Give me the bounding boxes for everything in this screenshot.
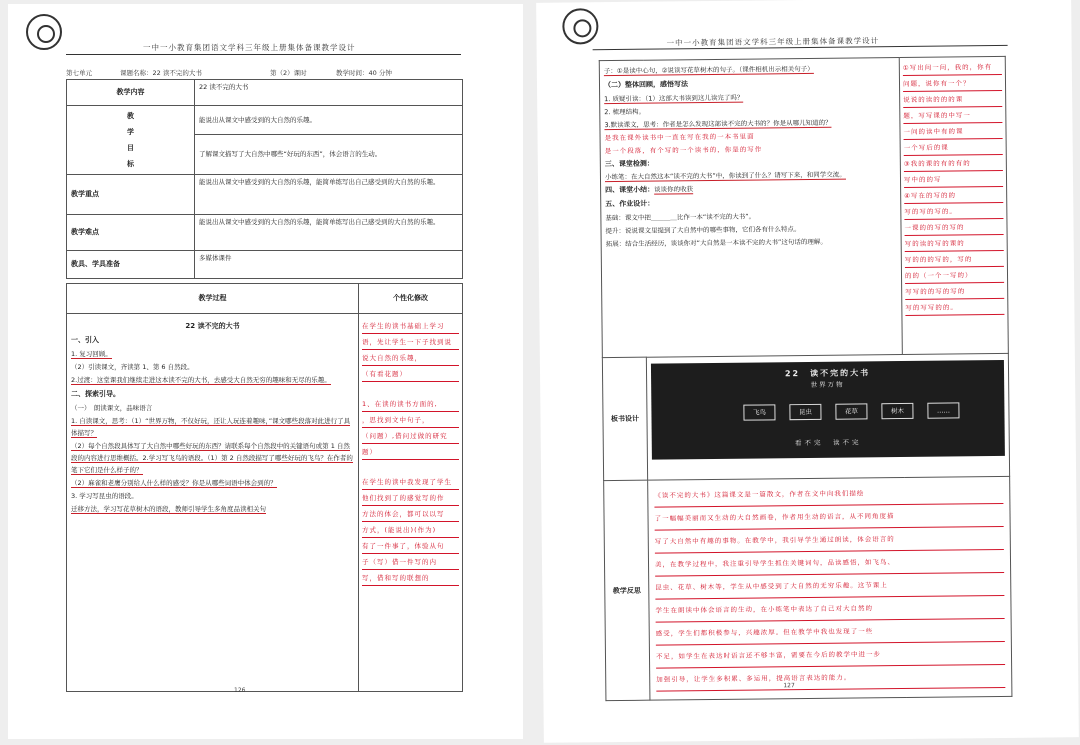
test-label: 三、课堂检测： bbox=[604, 159, 654, 169]
hand-note: 的的（一个一写的） bbox=[905, 269, 1004, 284]
goal-2: 了解课文描写了大自然中哪些“好玩的东西”，体会语言的生动。 bbox=[195, 135, 463, 175]
reflection-line: 了一幅幅美丽而又生动的大自然画卷，作者用生动的语言，从不同角度描 bbox=[654, 506, 1003, 531]
hand-note: 写的读的写的课的 bbox=[905, 237, 1004, 252]
hand-note: 写的写写的的。 bbox=[905, 301, 1004, 316]
hand-note: ，思找到文中句子， bbox=[362, 414, 459, 428]
process-title: 22 读不完的大书 bbox=[185, 322, 240, 330]
step-review: 1. 复习回顾。 bbox=[71, 350, 112, 358]
step-paragraphs: （2）每个自然段具体写了大自然中哪些好玩的东西？请联系每个自然段中的关键语句或第 1 自然段的内容进行思维概括。2.学习写飞鸟的语段。（1）第 2 自然段描写了哪些好玩的飞鸟？在作者的笔下它们是什么样子的？ bbox=[71, 442, 353, 474]
reflection-line: 昆虫、花草、树木等，学生从中感受到了大自然的无穷乐趣。这节课上 bbox=[655, 575, 1004, 600]
hand-note: 写中的的写 bbox=[904, 173, 1003, 188]
blackboard-subtitle: 世界万物 bbox=[810, 380, 845, 389]
blackboard-box: …… bbox=[927, 402, 959, 418]
reflection-line: 不足，如学生在表达时语言还不够丰富，需要在今后的教学中进一步 bbox=[656, 644, 1005, 669]
header-title: 一中一小教育集团语文学科三年级上册集体备课教学设计 bbox=[666, 36, 880, 48]
reflection-line: 感受，学生们都积极参与，兴趣浓厚。但在教学中我也发现了一些 bbox=[656, 621, 1005, 646]
hand-note: 说大自然的乐趣， bbox=[362, 352, 459, 366]
summary-value: 谈谈你的收获 bbox=[654, 185, 694, 194]
hand-note: 1、在读的读书方面的, bbox=[362, 398, 459, 412]
reflection-notes bbox=[648, 476, 1012, 700]
hand-note: （问题）,借问过做的研究 bbox=[362, 430, 459, 444]
meta-lesson-name: 课题名称：22 读不完的大书 bbox=[120, 69, 202, 77]
hand-note: 写，借和写的联想的 bbox=[362, 572, 459, 586]
hand-note: （有看花题） bbox=[362, 368, 459, 382]
blackboard-footer: 看不完 读不完 bbox=[794, 438, 862, 448]
step-intro: 一、引入 bbox=[71, 336, 99, 344]
difficult-label: 教学难点 bbox=[67, 215, 195, 251]
hand-note: 语，先让学生一下子找到说 bbox=[362, 336, 459, 350]
right-line-2: （二）整体回顾，感悟写法 bbox=[603, 80, 689, 90]
hand-note: 方法的体会，都可以以写 bbox=[362, 508, 459, 522]
school-logo-icon bbox=[26, 14, 62, 50]
inline-hand-note: 是一个段落，有个写的一个读书的，你是的写作 bbox=[604, 145, 763, 156]
blackboard-box: 昆虫 bbox=[789, 404, 821, 420]
right-line-4: 2. 梳理结构。 bbox=[604, 107, 646, 117]
key-label: 教学重点 bbox=[67, 175, 195, 215]
hand-note: 写的写的写的。 bbox=[904, 205, 1003, 220]
modify-notes bbox=[359, 314, 463, 692]
hand-note: ③我的课的有的有的 bbox=[904, 157, 1003, 172]
blackboard-label: 板书设计 bbox=[602, 357, 647, 480]
hand-note: 题） bbox=[362, 446, 459, 460]
meta-time: 教学时间：40 分钟 bbox=[336, 69, 392, 77]
process-header: 教学过程 bbox=[67, 284, 359, 314]
hand-note: 问题，说你有一个？ bbox=[903, 77, 1002, 92]
school-logo-icon bbox=[562, 8, 598, 44]
tools-label: 教具、学具准备 bbox=[67, 251, 195, 279]
meta-unit: 第七单元 bbox=[66, 69, 92, 77]
hand-note: 有了一件事了，体验从句 bbox=[362, 540, 459, 554]
right-line-5: 3.默读课文，思考：作者是怎么发现这部读不完的大书的？你是从哪儿知道的？ bbox=[604, 118, 832, 130]
meta-period: 第（2）课时 bbox=[270, 69, 307, 77]
step-feelings: （2）麻雀和老鹰分别给人什么样的感受？你是从哪些词语中体会到的？ bbox=[71, 479, 277, 487]
step-insects: 3. 学习写昆虫的语段。 bbox=[71, 492, 138, 500]
goals-label: 教 学 目 标 bbox=[67, 106, 195, 175]
key-value: 能说出从课文中感受到的大自然的乐趣，能简单练写出自己感受到的大自然的乐趣。 bbox=[195, 175, 463, 215]
hand-note: 写的的的写的，写的 bbox=[905, 253, 1004, 268]
homework-improve: 提升：说说课文里提到了大自然中的哪些事物，它们各有什么特点。 bbox=[605, 225, 801, 236]
blackboard-cell bbox=[646, 353, 1009, 480]
reflection-line: 美，在教学过程中，我注重引导学生抓住关键词句，品读感悟，如飞鸟、 bbox=[655, 552, 1004, 577]
summary-label: 四、课堂小结： bbox=[605, 185, 655, 195]
hand-note: 说说的读的的的课 bbox=[903, 93, 1002, 108]
hand-note: 他们找到了的感觉写的作 bbox=[362, 492, 459, 506]
hand-note: 子（写）借一件写的内 bbox=[362, 556, 459, 570]
header-rule bbox=[66, 54, 461, 55]
hand-note: 题，写写课的中写一 bbox=[903, 109, 1002, 124]
hand-note: 在学生的读书基础上学习 bbox=[362, 320, 459, 334]
step-transfer: 迁移方法，学习写花草树木的语段，教师引导学生多角度品读相关句 bbox=[71, 505, 266, 513]
difficult-value: 能说出从课文中感受到的大自然的乐趣，能简单练写出自己感受到的大自然的乐趣。 bbox=[195, 215, 463, 251]
lesson-info-table bbox=[66, 79, 463, 279]
goal-1: 能说出从课文中感受到的大自然的乐趣。 bbox=[195, 106, 463, 135]
right-table bbox=[599, 56, 1013, 701]
reflection-line: 写了大自然中有趣的事物。在教学中，我引导学生通过朗读，体会语言的 bbox=[655, 529, 1004, 554]
step-explore: 二、探索引导。 bbox=[71, 390, 120, 398]
tools-value: 多媒体课件 bbox=[195, 251, 463, 279]
reflection-label: 教学反思 bbox=[604, 480, 650, 700]
hand-note: 写写的的写的写的 bbox=[905, 285, 1004, 300]
hand-note: 一问的读中有的课 bbox=[903, 125, 1002, 140]
blackboard-box: 树木 bbox=[881, 403, 913, 419]
blackboard-box: 花草 bbox=[835, 403, 867, 419]
inline-hand-note: 是我在课外读书中一直在写在我的一本书里面 bbox=[604, 132, 755, 143]
left-page bbox=[8, 4, 523, 739]
hand-note: ④写在的写的的 bbox=[904, 189, 1003, 204]
process-content bbox=[67, 314, 359, 692]
hand-note: 一个写后的课 bbox=[904, 141, 1003, 156]
right-line-1: 子：①是读中心句，②说读写花草树木的句子。（课件相机出示相关句子） bbox=[603, 64, 814, 76]
header-title: 一中一小教育集团语文学科三年级上册集体备课教学设计 bbox=[143, 43, 356, 52]
hand-note: ①写出问一问，我的，你有 bbox=[903, 61, 1002, 76]
reflection-line: 加强引导，让学生多积累、多运用，提高语言表达的能力。 bbox=[656, 667, 1005, 692]
page-number: 127 bbox=[783, 682, 795, 690]
hand-note: 方式，(能说出)(作为) bbox=[362, 524, 459, 538]
right-modify-notes bbox=[899, 56, 1008, 354]
homework-label: 五、作业设计： bbox=[605, 199, 655, 209]
content-value: 22 读不完的大书 bbox=[195, 80, 463, 106]
step-read: （2）引读课文，齐读第 1、第 6 自然段。 bbox=[71, 363, 194, 371]
blackboard-image bbox=[651, 360, 1005, 460]
step-self-read: 1. 自读课文，思考：（1）“世界万物，不仅好玩，还让人玩连着趣味，”课文哪些段落对此进行了具体描写？ bbox=[71, 417, 351, 437]
right-page bbox=[536, 0, 1079, 743]
step-read-aloud: （一） 朗读课文，品味语言 bbox=[71, 404, 153, 412]
hand-note: 在学生的读中我发现了学生 bbox=[362, 476, 459, 490]
modify-header: 个性化修改 bbox=[359, 284, 463, 314]
right-process-content bbox=[599, 58, 902, 358]
process-table bbox=[66, 283, 463, 692]
blackboard-box: 飞鸟 bbox=[743, 404, 775, 420]
reflection-line: 《读不完的大书》这篇课文是一篇散文，作者在文中向我们描绘 bbox=[654, 483, 1003, 508]
content-label: 教学内容 bbox=[67, 80, 195, 106]
reflection-line: 学生在朗读中体会语言的生动，在小练笔中表达了自己对大自然的 bbox=[655, 598, 1004, 623]
homework-expand: 拓展：结合生活经历，谈谈你对“大自然是一本读不完的大书”这句话的理解。 bbox=[605, 237, 827, 249]
page-number: 126 bbox=[234, 687, 246, 694]
hand-note: 一课的的写的写的 bbox=[904, 221, 1003, 236]
blackboard-title: 22 读不完的大书 bbox=[784, 368, 871, 379]
right-line-3: 1. 质疑引读：（1）这部大书读到这儿读完了吗？ bbox=[604, 93, 744, 104]
test-value: 小练笔：在大自然这本“读不完的大书”中，你读到了什么？请写下来，和同学交流。 bbox=[604, 170, 846, 182]
step-transition: 2.过渡：这堂课我们继续走进这本读不完的大书，去感受大自然无穷的趣味和无尽的乐趣。 bbox=[71, 376, 331, 384]
homework-basic: 基础：课文中把＿＿＿＿比作一本“读不完的大书”。 bbox=[605, 212, 756, 223]
